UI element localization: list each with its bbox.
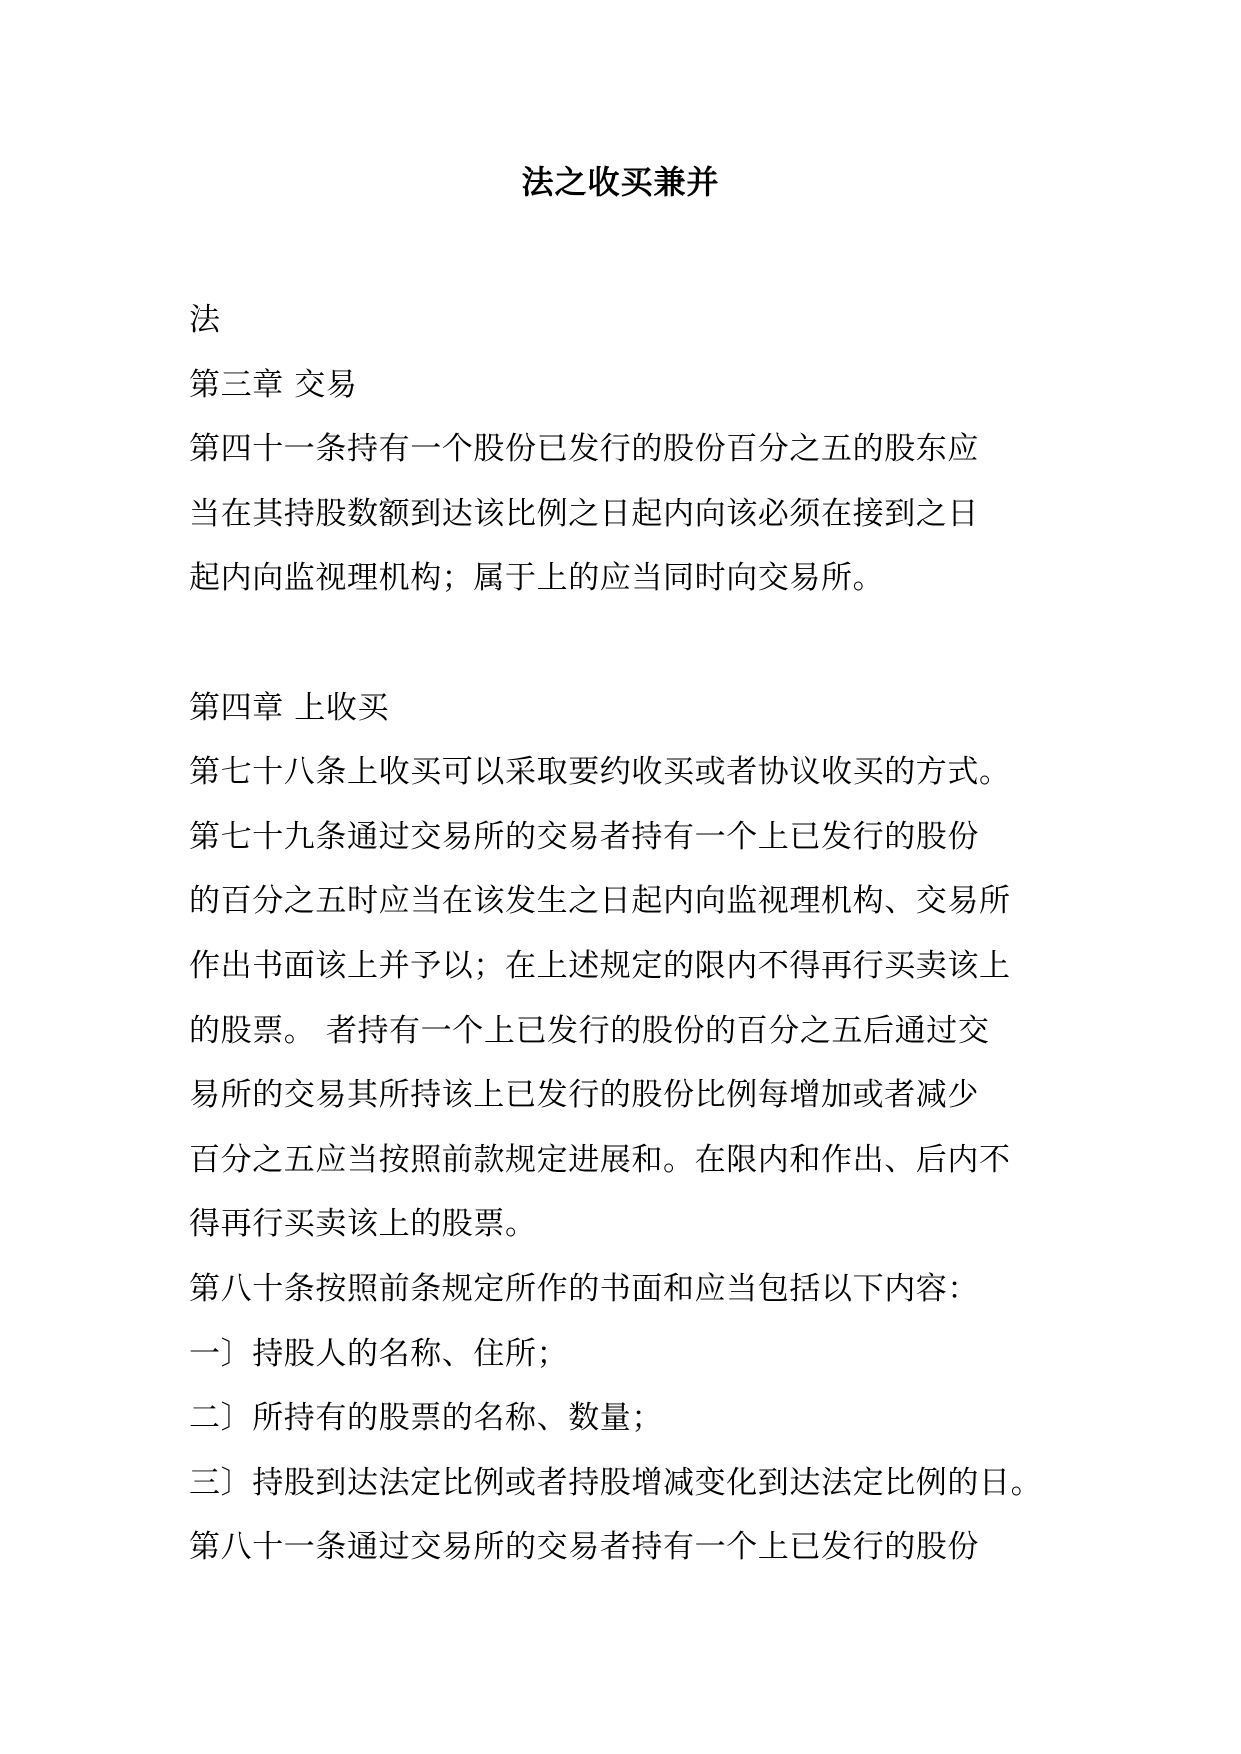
chapter-heading: 第三章 交易 <box>189 366 358 403</box>
text-line: 易所的交易其所持该上已发行的股份比例每增加或者减少 <box>189 1077 979 1114</box>
text-line: 第四十一条持有一个股份已发行的股份百分之五的股东应 <box>189 431 979 468</box>
document-body <box>189 288 1069 1580</box>
text-line: 当在其持股数额到达该比例之日起内向该必须在接到之日 <box>189 495 979 532</box>
list-item: 三〕持股到达法定比例或者持股增减变化到达法定比例的日。 <box>189 1464 1043 1501</box>
list-item: 二〕所持有的股票的名称、数量； <box>189 1400 663 1437</box>
text-line: 百分之五应当按照前款规定进展和。在限内和作出、后内不 <box>189 1141 1011 1178</box>
text-line: 第八十条按照前条规定所作的书面和应当包括以下内容： <box>189 1270 979 1307</box>
text-line: 起内向监视理机构；属于上的应当同时向交易所。 <box>189 560 885 597</box>
chapter-heading: 第四章 上收买 <box>189 689 390 726</box>
list-item: 一〕持股人的名称、住所； <box>189 1335 569 1372</box>
text-line: 第七十九条通过交易所的交易者持有一个上已发行的股份 <box>189 818 979 855</box>
blank-line <box>189 611 1069 676</box>
text-line: 第八十一条通过交易所的交易者持有一个上已发行的股份 <box>189 1529 979 1566</box>
text-line: 法 <box>189 302 221 338</box>
text-line: 第七十八条上收买可以采取要约收买或者协议收买的方式。 <box>189 754 1011 791</box>
text-line: 得再行买卖该上的股票。 <box>189 1206 537 1243</box>
text-line: 的股票。 者持有一个上已发行的股份的百分之五后通过交 <box>189 1012 990 1049</box>
text-line: 作出书面该上并予以；在上述规定的限内不得再行买卖该上 <box>189 947 1011 984</box>
text-line: 的百分之五时应当在该发生之日起内向监视理机构、交易所 <box>189 883 1011 920</box>
document-title: 法之收买兼并 <box>521 163 720 201</box>
